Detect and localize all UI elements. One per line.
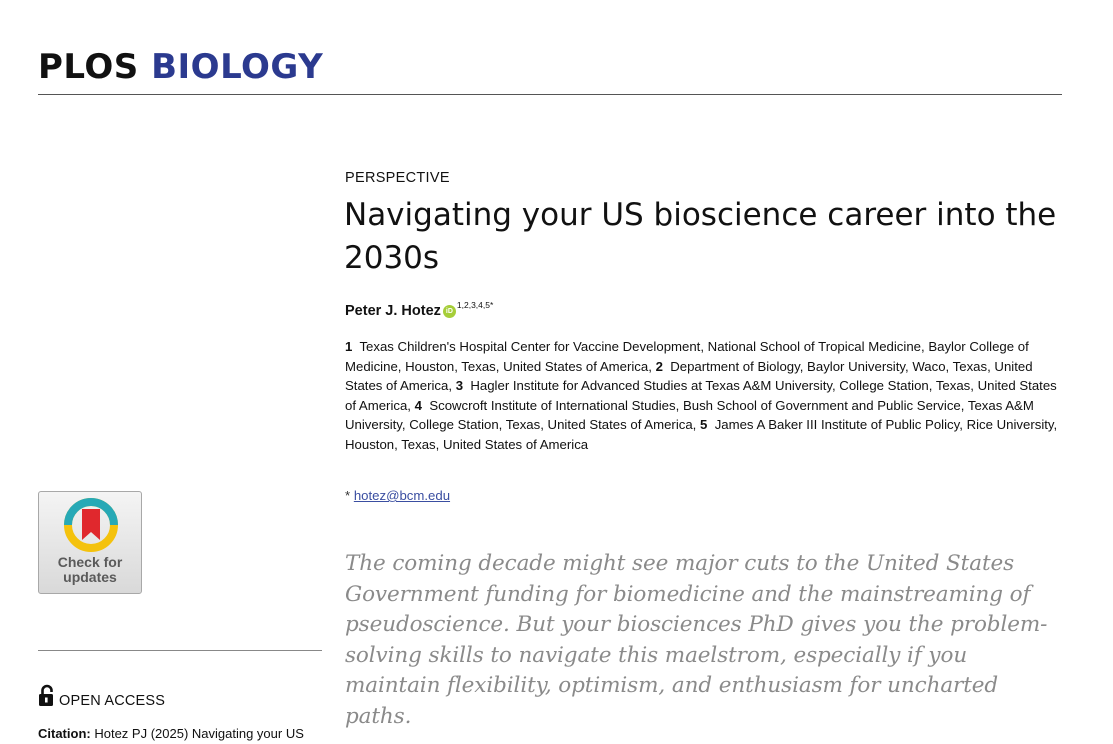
author-name[interactable]: Peter J. Hotez — [345, 302, 441, 319]
affiliation-number: 5 — [700, 417, 708, 433]
affiliations — [345, 337, 1070, 455]
article-type: PERSPECTIVE — [345, 170, 450, 186]
affiliation-text: Texas Children's Hospital Center for Vaccine Development, National School of Tropical Medicine, Baylor College of Medicine, Houston, Texas, United States of America, — [345, 339, 1029, 374]
corresponding-author-mark: * — [490, 300, 494, 310]
author-affiliation-numbers: 1,2,3,4,5 — [456, 300, 490, 310]
affiliation-text: Scowcroft Institute of International Studies, Bush School of Government and Public Service, Texas A&M University, College Station, Texas, United States of America, — [345, 397, 1034, 433]
open-access-text: OPEN ACCESS — [59, 693, 166, 709]
article-title: Navigating your US bioscience career into the 2030s — [344, 197, 1057, 276]
citation-label: Citation: — [38, 726, 91, 741]
badge-line-1: Check for — [57, 554, 123, 570]
citation-text: Hotez PJ (2025) Navigating your US — [94, 726, 304, 741]
affiliation-number: 1 — [345, 339, 353, 354]
affiliation-text: Hagler Institute for Advanced Studies at Texas A&M University, College Station, Texas, United States of America, — [345, 378, 1057, 413]
affiliation-number: 4 — [414, 397, 422, 413]
header-divider — [38, 94, 1062, 95]
check-for-updates-button[interactable] — [38, 491, 142, 594]
badge-line-2: updates — [63, 569, 117, 585]
corresponding-email-line — [345, 488, 450, 503]
open-lock-icon — [38, 684, 56, 707]
author-line — [345, 301, 493, 319]
citation — [38, 726, 304, 741]
affiliation-number: 2 — [655, 358, 663, 374]
sidebar-divider — [38, 650, 322, 651]
affiliation-text: Department of Biology, Baylor University, Waco, Texas, United States of America, — [345, 358, 1033, 394]
abstract-summary: The coming decade might see major cuts to the United States Government funding for biomedicine and the mainstreaming of pseudoscience. But your biosciences PhD gives you the problem-solving skills to navigate this maelstrom, especially if you maintain flexibility, optimism, and enthusiasm for uncharted paths. — [345, 551, 1048, 729]
journal-logo[interactable] — [38, 47, 323, 87]
check-for-updates-label — [39, 555, 141, 585]
journal-name-biology: BIOLOGY — [151, 47, 324, 87]
email-asterisk: * — [345, 488, 351, 503]
orcid-icon[interactable]: iD — [443, 305, 456, 318]
email-link[interactable]: hotez@bcm.edu — [353, 488, 451, 503]
journal-name-plos: PLOS — [38, 47, 139, 87]
check-for-updates-icon — [64, 498, 118, 552]
affiliation-text: James A Baker III Institute of Public Policy, Rice University, Houston, Texas, United States of America — [345, 417, 1058, 452]
affiliation-number: 3 — [455, 378, 464, 394]
